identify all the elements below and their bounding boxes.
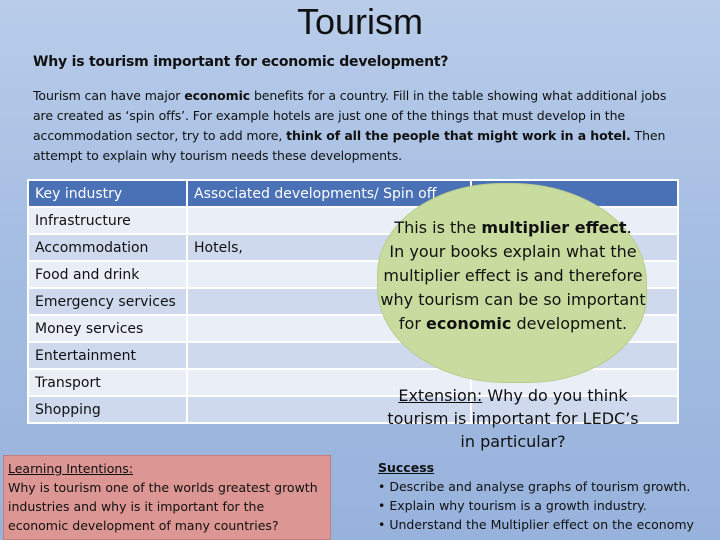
success-criteria-heading: Success — [378, 460, 435, 475]
bubble-line-2: In your books explain what the multiplier effect is and therefore why tourism can be so important for — [380, 242, 646, 333]
table-cell: Emergency services — [28, 288, 187, 315]
learning-intentions-box — [3, 455, 331, 540]
bubble-period: . — [626, 218, 632, 237]
header-key-industry: Key industry — [28, 180, 187, 207]
bubble-line-1: This is the — [394, 218, 482, 237]
list-item: • Explain why tourism is a growth industry. — [378, 498, 647, 513]
bubble-bold-multiplier: multiplier effect — [481, 218, 627, 237]
header-associated-developments: Associated developments/ Spin off — [187, 180, 471, 207]
list-item: • Understand the Multiplier effect on the economy — [378, 517, 694, 532]
intro-bold-economic: economic — [184, 88, 251, 103]
list-item: • Describe and analyse graphs of tourism growth. — [378, 479, 691, 494]
extension-label: Extension: — [398, 386, 483, 405]
learning-intentions-heading: Learning Intentions: — [8, 461, 134, 476]
intro-text-1: Tourism can have major — [33, 88, 185, 103]
table-cell[interactable]: Hotels, — [187, 234, 471, 261]
table-cell: Transport — [28, 369, 187, 396]
bubble-line-3: development. — [511, 314, 628, 333]
extension-task — [378, 384, 648, 453]
table-cell: Accommodation — [28, 234, 187, 261]
table-cell: Money services — [28, 315, 187, 342]
success-criteria-box — [378, 458, 718, 534]
intro-paragraph — [33, 86, 683, 166]
table-cell: Infrastructure — [28, 207, 187, 234]
intro-text-2: benefits for a country. Fill in the table showing what additional jobs are created as ‘spin offs’. For example hotels are just one of the things that must develop in the accommodation sector, try to add more, — [33, 88, 667, 143]
intro-bold-hotel: think of all the people that might work in a hotel. — [286, 128, 631, 143]
multiplier-bubble-text — [373, 216, 653, 336]
table-cell: Entertainment — [28, 342, 187, 369]
intro-text-3: Then attempt to explain why tourism needs these developments. — [33, 128, 666, 163]
extension-text: Why do you think tourism is important for LEDC’s in particular? — [387, 386, 639, 451]
main-question: Why is tourism important for economic development? — [33, 54, 449, 70]
table-cell: Food and drink — [28, 261, 187, 288]
bubble-bold-economic: economic — [426, 314, 512, 333]
table-cell: Shopping — [28, 396, 187, 423]
page-title: Tourism — [296, 1, 424, 42]
learning-intentions-text: Why is tourism one of the worlds greatest growth industries and why is it important for the economic development of many countries? — [8, 480, 318, 533]
